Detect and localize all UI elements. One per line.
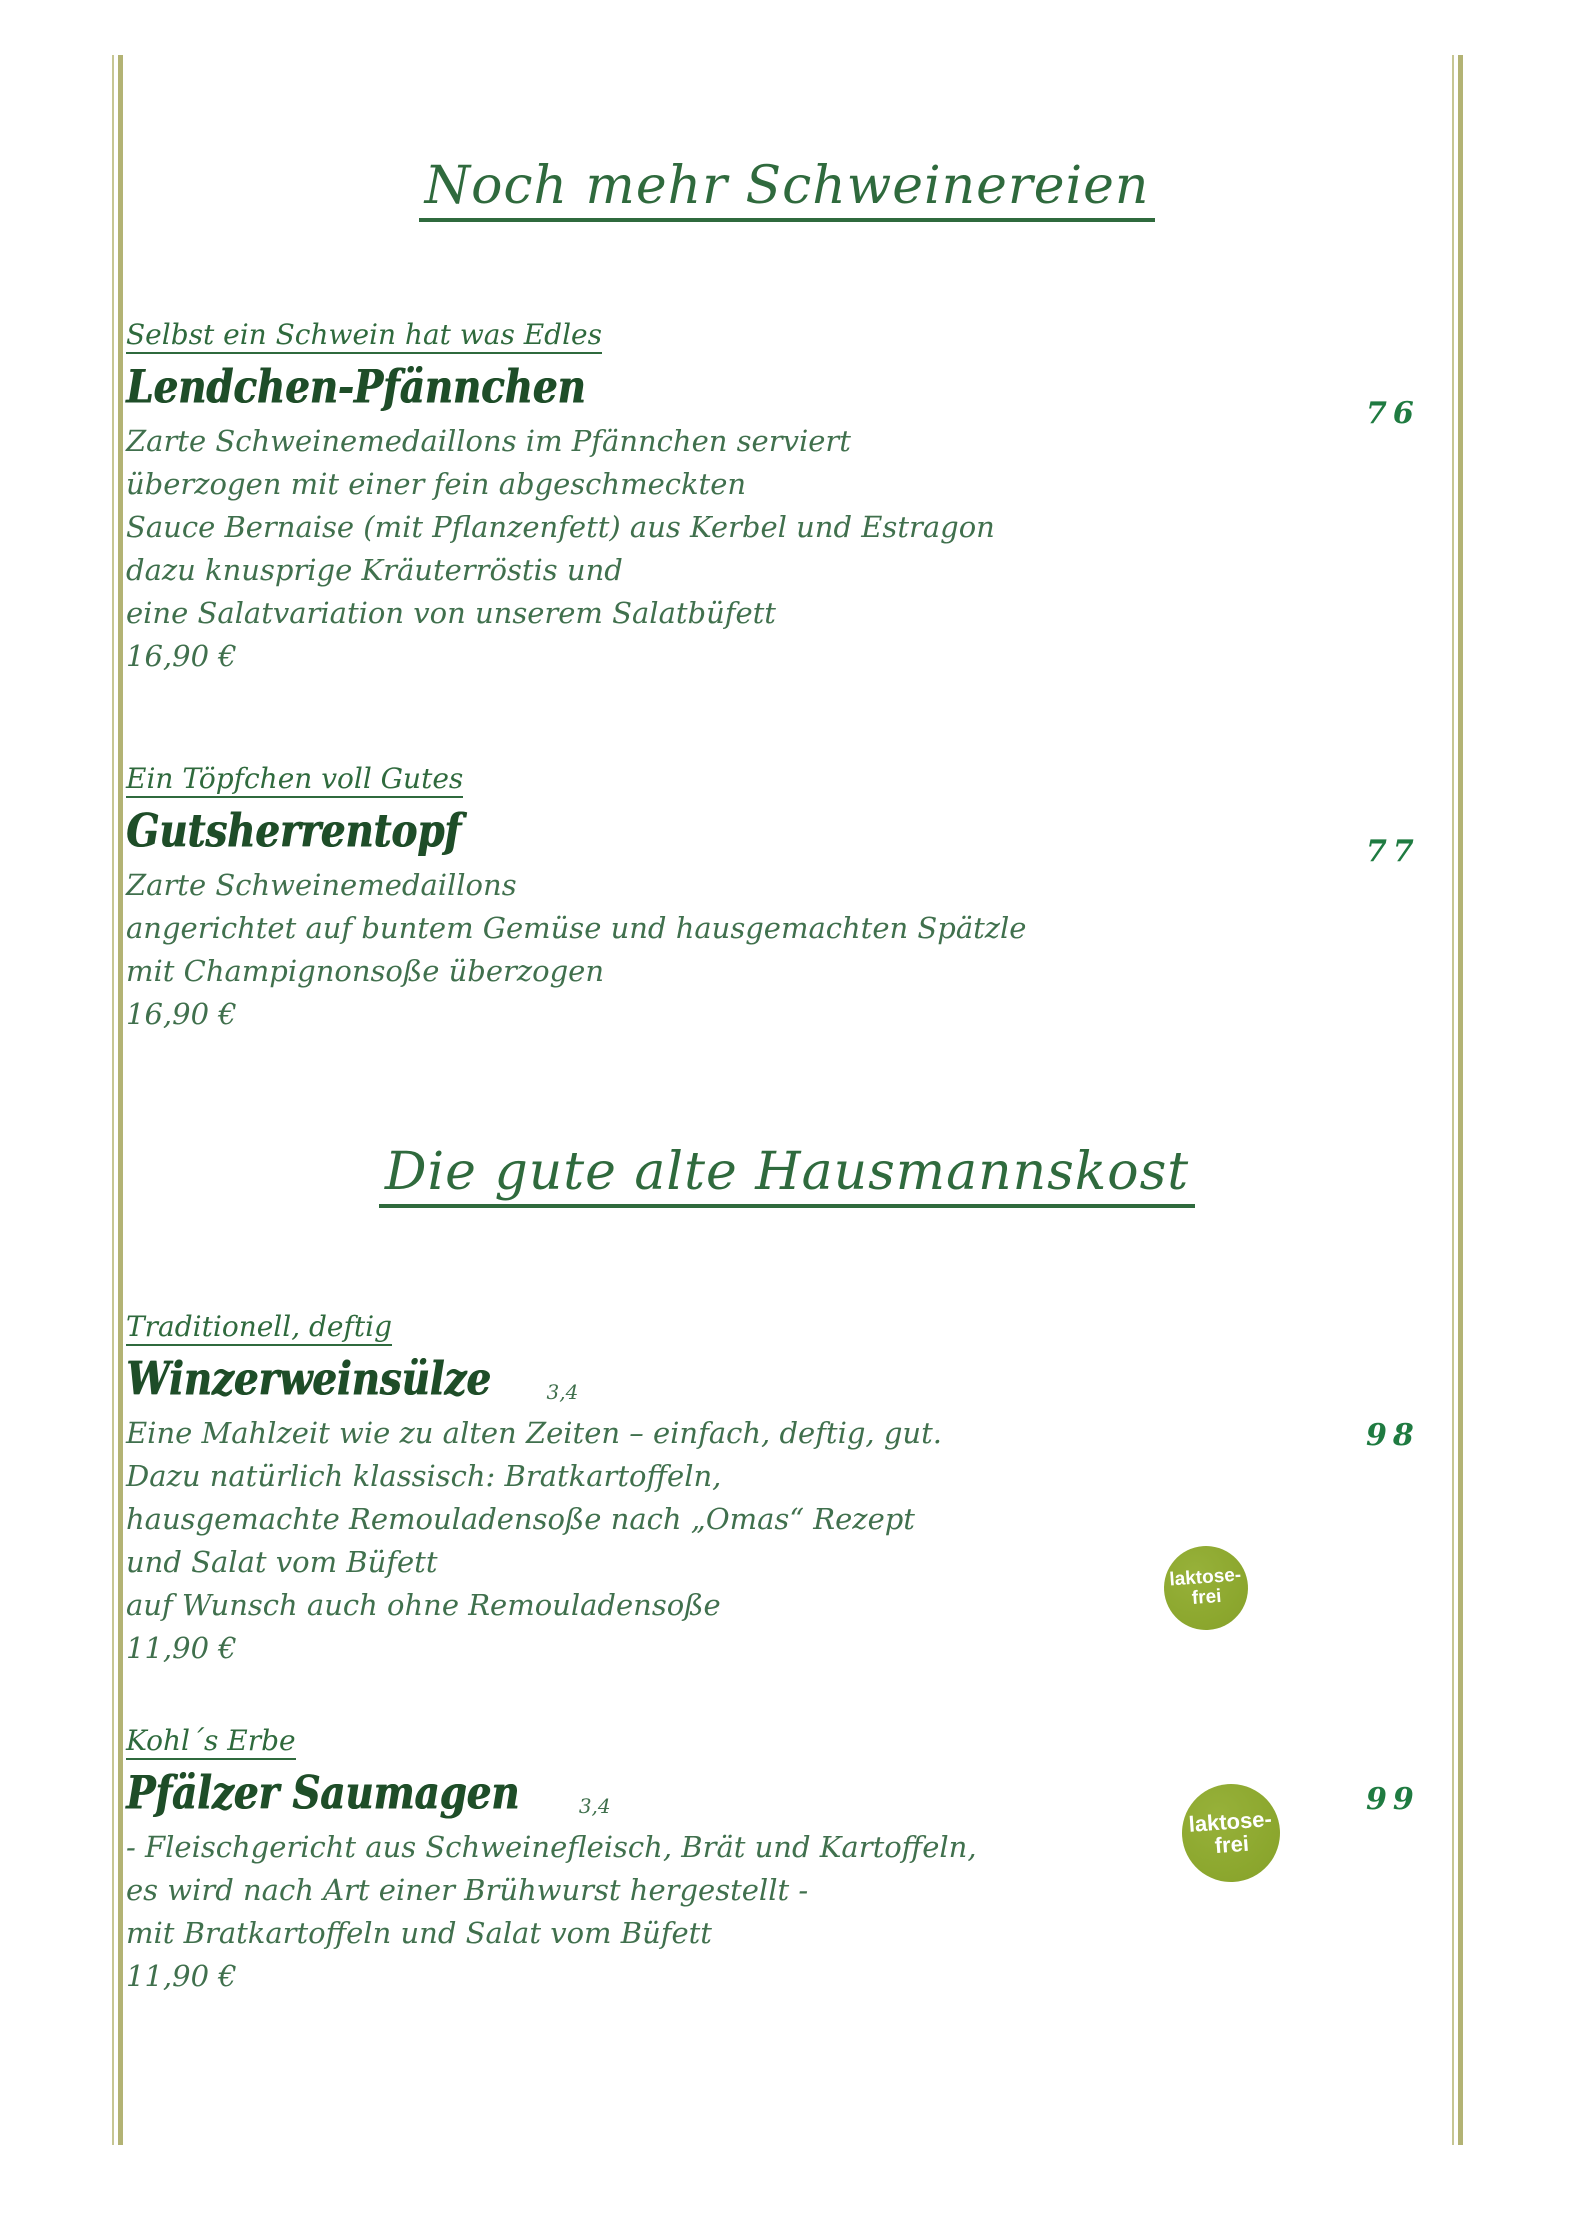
item-price: 11,90 € (126, 1959, 237, 1993)
item-number: 99 (1366, 1782, 1420, 1817)
lactose-free-badge (1179, 1781, 1284, 1886)
item-footnote: 3,4 (546, 1380, 579, 1404)
item-name: Lendchen-Pfännchen (126, 360, 586, 414)
item-price: 11,90 € (126, 1631, 237, 1665)
lactose-free-badge-text: frei (1213, 1830, 1250, 1859)
item-description-line: und Salat vom Büfett (126, 1545, 438, 1579)
item-description-line: Zarte Schweinemedaillons (126, 868, 517, 902)
item-tagline: Kohl´s Erbe (126, 1724, 296, 1760)
item-description-line: Dazu natürlich klassisch: Bratkartoffeln, (126, 1459, 722, 1493)
item-description-line: auf Wunsch auch ohne Remouladensoße (126, 1588, 721, 1622)
item-description-line: es wird nach Art einer Brühwurst hergestellt - (126, 1873, 809, 1907)
left-border-thin-line (112, 55, 114, 2145)
item-name: Winzerweinsülze (126, 1352, 491, 1406)
item-description-line: hausgemachte Remouladensoße nach „Omas“ Rezept (126, 1502, 915, 1536)
item-price: 16,90 € (126, 639, 237, 673)
item-footnote: 3,4 (578, 1794, 611, 1818)
item-name: Pfälzer Saumagen (126, 1766, 520, 1820)
item-description-line: mit Bratkartoffeln und Salat vom Büfett (126, 1916, 712, 1950)
item-description-line: - Fleischgericht aus Schweinefleisch, Brät und Kartoffeln, (126, 1830, 977, 1864)
item-description-line: überzogen mit einer fein abgeschmeckten (126, 467, 747, 501)
lactose-free-badge-text: frei (1191, 1585, 1223, 1609)
menu-item-lendchen-pfaennchen (126, 318, 1126, 678)
item-description-line: Sauce Bernaise (mit Pflanzenfett) aus Kerbel und Estragon (126, 510, 995, 544)
right-border-thick-line (1458, 55, 1463, 2145)
menu-item-winzerweinsuelze (126, 1310, 1126, 1670)
section-title-text: Noch mehr Schweinereien (419, 156, 1156, 222)
item-description-line: dazu knusprige Kräuterröstis und (126, 553, 623, 587)
item-number: 98 (1366, 1418, 1420, 1453)
item-description-line: eine Salatvariation von unserem Salatbüfett (126, 596, 776, 630)
lactose-free-badge (1161, 1543, 1251, 1633)
section-title-text: Die gute alte Hausmannskost (379, 1142, 1195, 1208)
item-number: 76 (1366, 396, 1420, 431)
item-tagline: Selbst ein Schwein hat was Edles (126, 318, 602, 354)
right-border-line (1452, 55, 1464, 2145)
right-border-thin-line (1452, 55, 1454, 2145)
menu-item-pfaelzer-saumagen (126, 1724, 1126, 1998)
section-title-schweinereien (122, 156, 1452, 222)
item-tagline: Traditionell, deftig (126, 1310, 392, 1346)
lactose-free-badge-text: laktose- (1168, 1564, 1242, 1591)
menu-item-gutsherrentopf (126, 762, 1126, 1036)
item-description-line: mit Champignonsoße überzogen (126, 954, 605, 988)
left-border-thick-line (118, 55, 123, 2145)
left-border-line (112, 55, 124, 2145)
item-description-line: Eine Mahlzeit wie zu alten Zeiten – einfach, deftig, gut. (126, 1416, 942, 1450)
section-title-hausmannskost (122, 1142, 1452, 1208)
item-number: 77 (1366, 834, 1420, 869)
item-price: 16,90 € (126, 997, 237, 1031)
lactose-free-badge-text: laktose- (1187, 1806, 1273, 1837)
item-description-line: angerichtet auf buntem Gemüse und hausgemachten Spätzle (126, 911, 1027, 945)
item-description-line: Zarte Schweinemedaillons im Pfännchen serviert (126, 424, 851, 458)
item-tagline: Ein Töpfchen voll Gutes (126, 762, 463, 798)
item-name: Gutsherrentopf (126, 804, 461, 858)
